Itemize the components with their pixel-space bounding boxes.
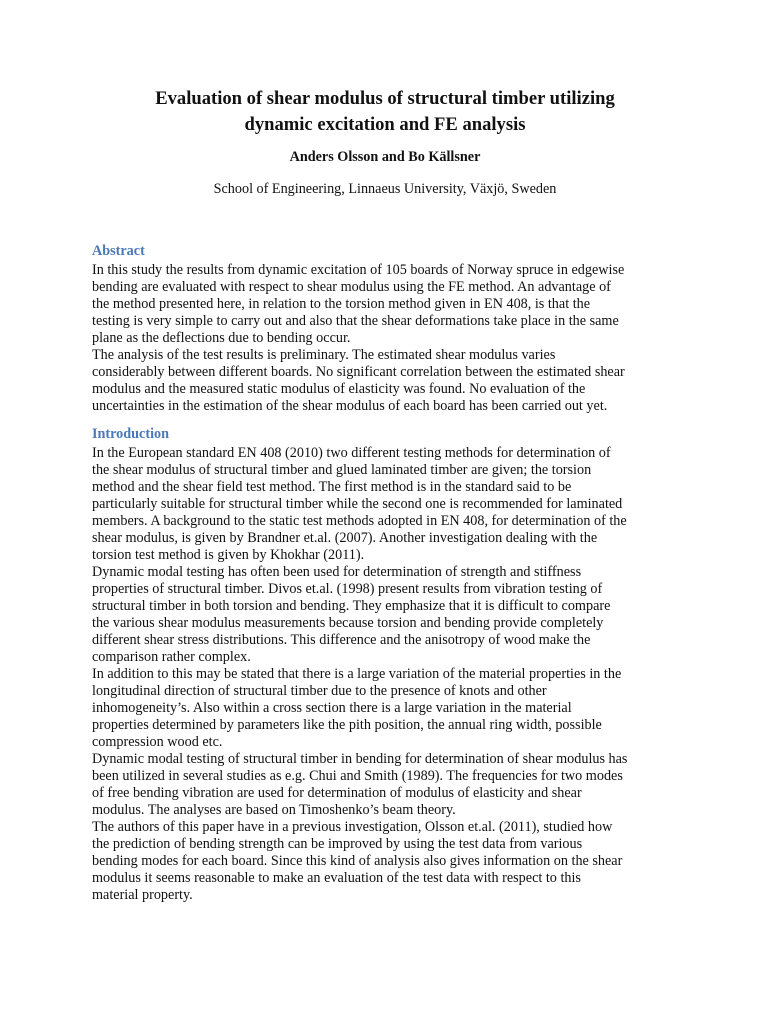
paragraph (92, 564, 692, 666)
text-line: of free bending vibration are used for determination of modulus of elasticity and shear (92, 785, 582, 801)
text-line: the shear modulus of structural timber and glued laminated timber are given; the torsion (92, 462, 592, 478)
text-line: particularly suitable for structural timber while the second one is recommended for laminated (92, 496, 623, 512)
introduction-body (92, 445, 692, 904)
paper-title (90, 86, 680, 138)
text-line: method and the shear field test method. The first method is in the standard said to be (92, 479, 572, 495)
introduction-heading: Introduction (92, 426, 169, 442)
introduction-section (92, 426, 692, 904)
abstract-body (92, 262, 692, 415)
text-line: Dynamic modal testing of structural timber in bending for determination of shear modulus has (92, 751, 628, 767)
text-line: modulus. The analyses are based on Timoshenko’s beam theory. (92, 802, 456, 818)
text-line: properties of structural timber. Divos et.al. (1998) present results from vibration testing of (92, 581, 603, 597)
paragraph (92, 666, 692, 751)
text-line: the various shear modulus measurements because torsion and bending provide completely (92, 615, 604, 631)
paragraph (92, 347, 692, 415)
abstract-section (92, 243, 692, 415)
title-line: dynamic excitation and FE analysis (244, 114, 526, 135)
text-line: considerably between different boards. No significant correlation between the estimated shear (92, 364, 625, 380)
text-line: shear modulus, is given by Brandner et.al. (2007). Another investigation dealing with the (92, 530, 598, 546)
text-line: Dynamic modal testing has often been used for determination of strength and stiffness (92, 564, 582, 580)
text-line: plane as the deflections due to bending occur. (92, 330, 351, 346)
paper-authors: Anders Olsson and Bo Källsner (289, 149, 481, 165)
text-line: properties determined by parameters like the pith position, the annual ring width, possible (92, 717, 602, 733)
text-line: longitudinal direction of structural timber due to the presence of knots and other (92, 683, 547, 699)
text-line: bending modes for each board. Since this kind of analysis also gives information on the shear (92, 853, 623, 869)
text-line: different shear stress distributions. This difference and the anisotropy of wood make the (92, 632, 591, 648)
paragraph (92, 751, 692, 819)
text-line: inhomogeneity’s. Also within a cross section there is a large variation in the material (92, 700, 572, 716)
abstract-heading: Abstract (92, 243, 145, 259)
text-line: comparison rather complex. (92, 649, 251, 665)
text-line: material property. (92, 887, 193, 903)
text-line: been utilized in several studies as e.g. Chui and Smith (1989). The frequencies for two modes (92, 768, 623, 784)
text-line: bending are evaluated with respect to shear modulus using the FE method. An advantage of (92, 279, 611, 295)
text-line: compression wood etc. (92, 734, 223, 750)
text-line: In this study the results from dynamic excitation of 105 boards of Norway spruce in edgewise (92, 262, 625, 278)
text-line: members. A background to the static test methods adopted in EN 408, for determination of the (92, 513, 627, 529)
text-line: the method presented here, in relation to the torsion method given in EN 408, is that the (92, 296, 591, 312)
text-line: modulus it seems reasonable to make an evaluation of the test data with respect to this (92, 870, 581, 886)
text-line: The authors of this paper have in a previous investigation, Olsson et.al. (2011), studied how (92, 819, 613, 835)
text-line: modulus and the measured static modulus of elasticity was found. No evaluation of the (92, 381, 586, 397)
text-line: structural timber in both torsion and bending. They emphasize that it is difficult to compare (92, 598, 611, 614)
text-line: testing is very simple to carry out and also that the shear deformations take place in the same (92, 313, 619, 329)
paper-affiliation: School of Engineering, Linnaeus University, Växjö, Sweden (213, 181, 557, 197)
title-line: Evaluation of shear modulus of structural timber utilizing (155, 88, 615, 109)
text-line: uncertainties in the estimation of the shear modulus of each board has been carried out yet. (92, 398, 608, 414)
text-line: In the European standard EN 408 (2010) two different testing methods for determination of (92, 445, 611, 461)
text-line: the prediction of bending strength can be improved by using the test data from various (92, 836, 583, 852)
paragraph (92, 445, 692, 564)
paragraph (92, 262, 692, 347)
paragraph (92, 819, 692, 904)
text-line: In addition to this may be stated that there is a large variation of the material properties in the (92, 666, 622, 682)
text-line: The analysis of the test results is preliminary. The estimated shear modulus varies (92, 347, 556, 363)
text-line: torsion test method is given by Khokhar (2011). (92, 547, 365, 563)
